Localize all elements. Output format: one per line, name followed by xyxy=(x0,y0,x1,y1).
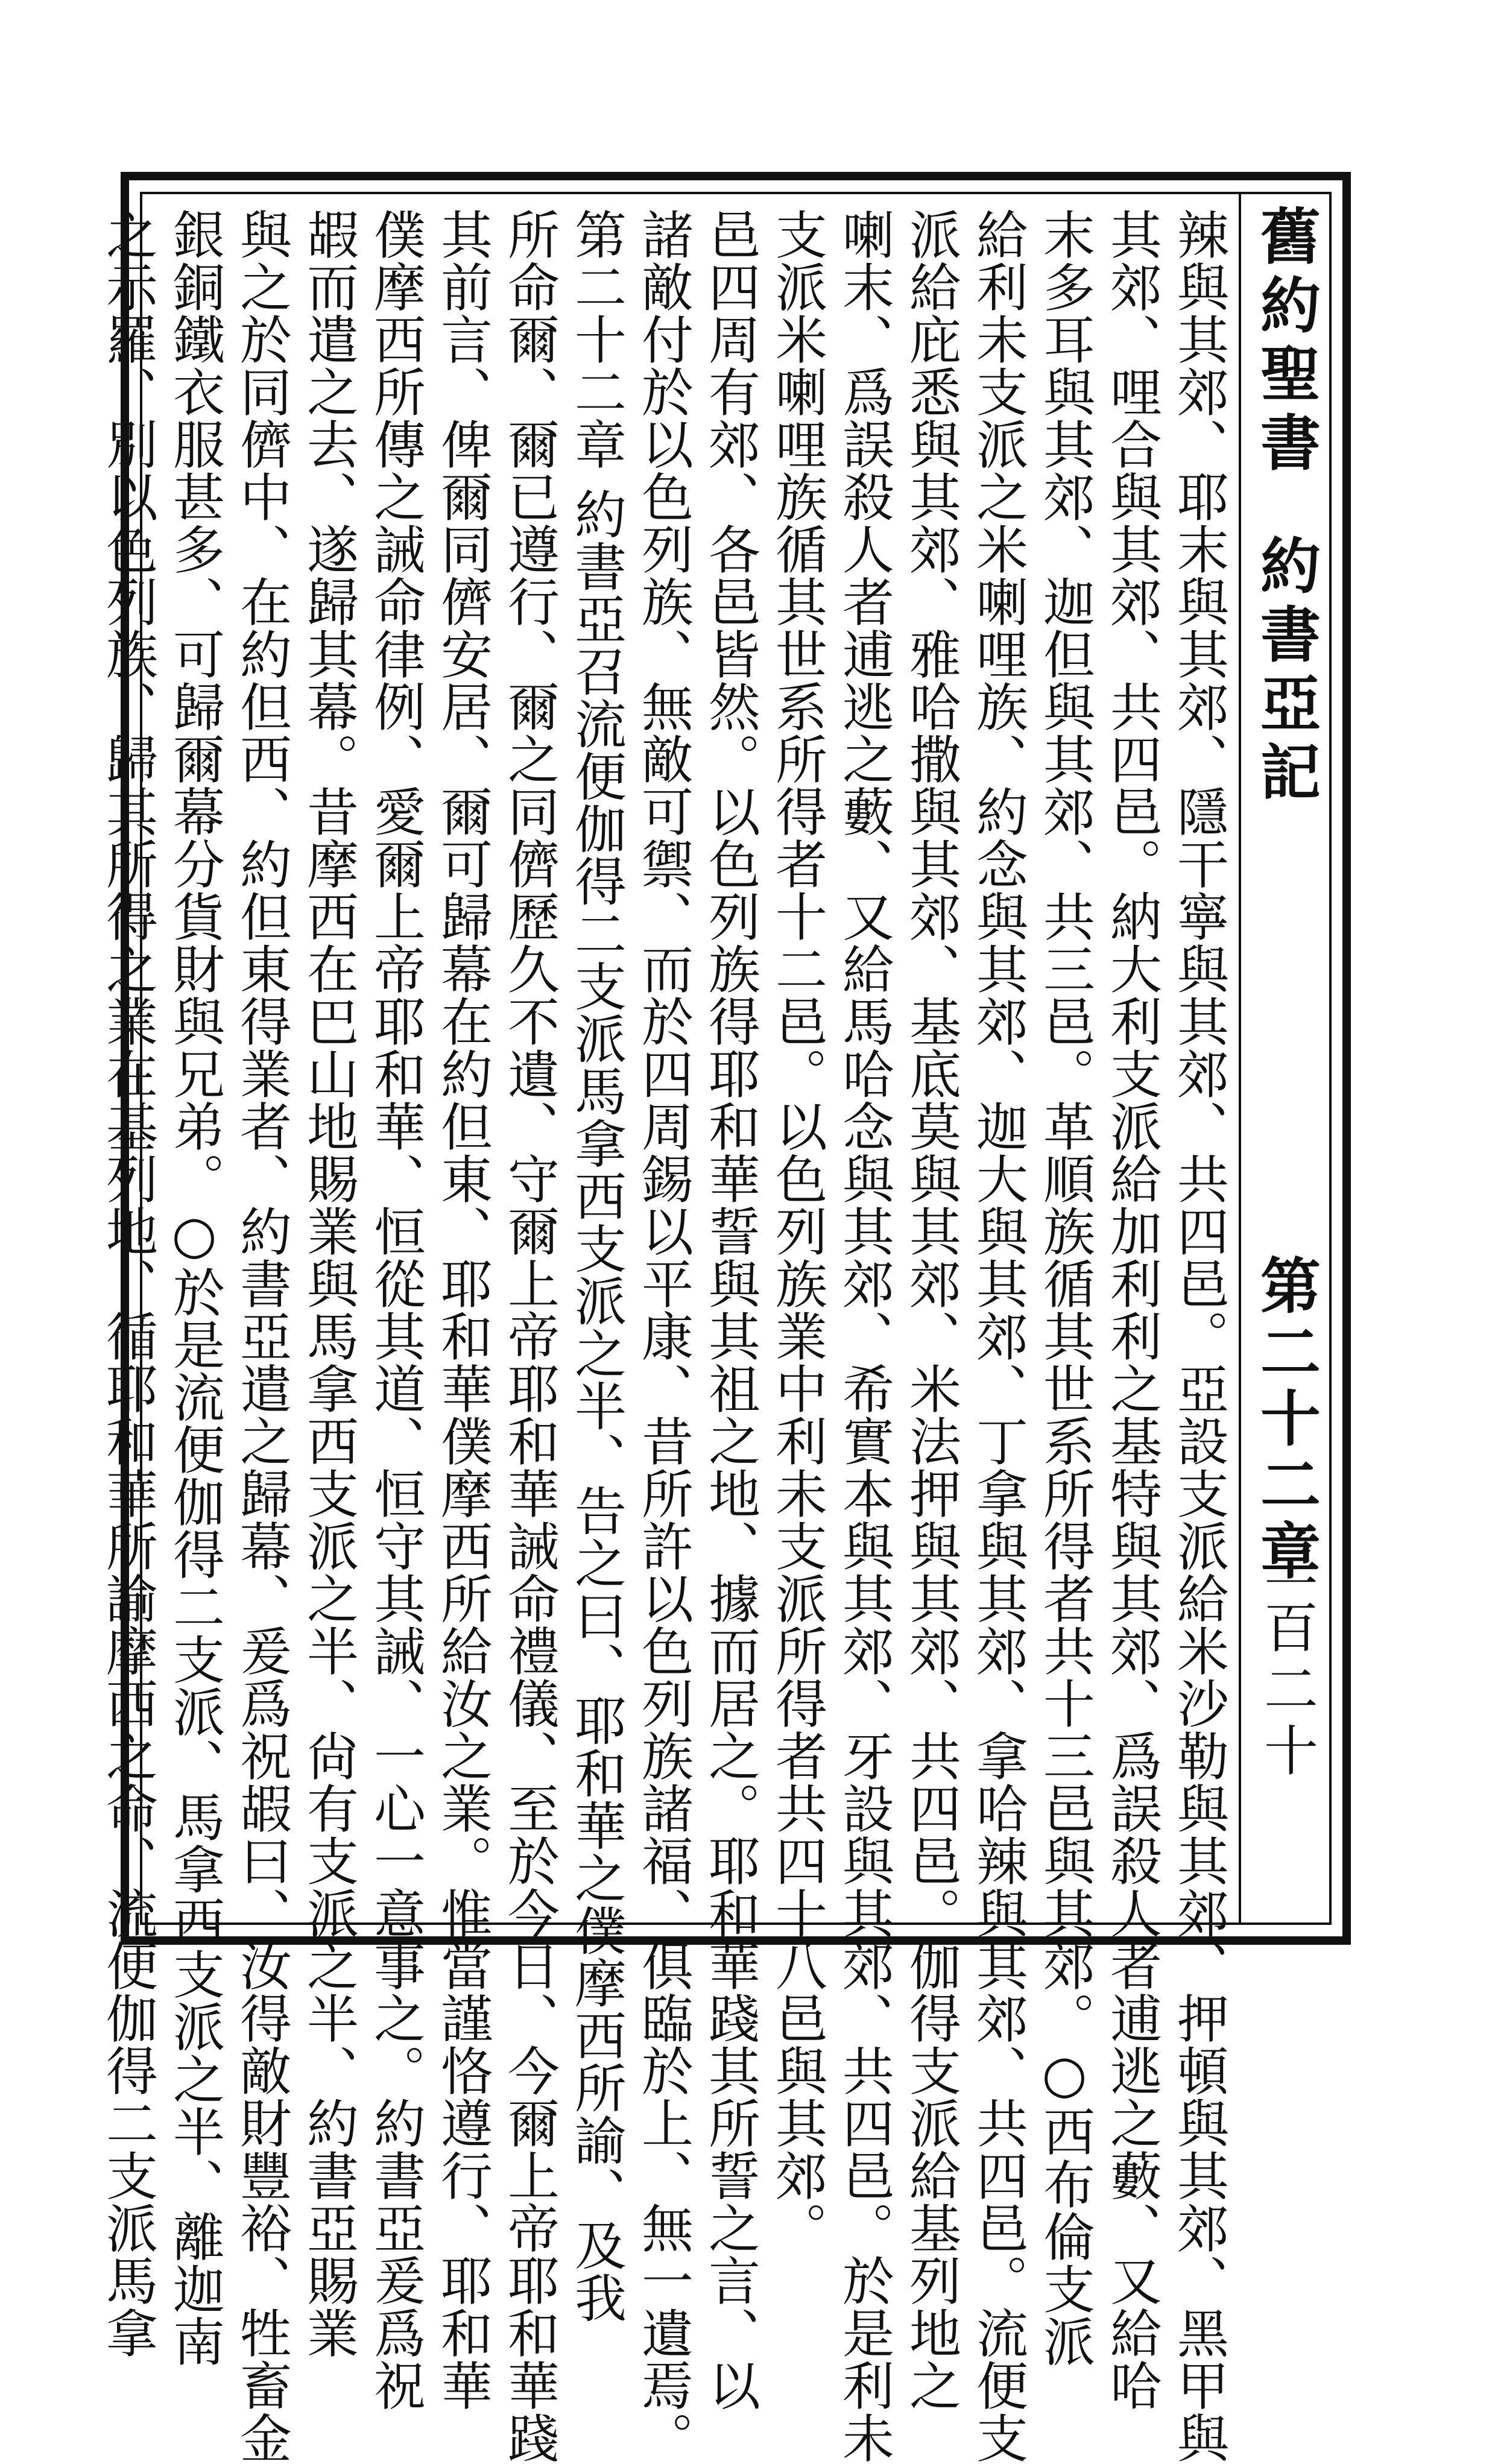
text-column: 與之於同儕中、在約但西、約但東得業者、約書亞遣之歸幕、爰爲祝嘏曰、汝得敵財豐裕、牲畜金 xyxy=(231,208,291,2464)
text-column: 諸敵付於以色列族、無敵可禦、而於四周錫以平康、昔所許以色列族諸福、俱臨於上、無一遺焉。 xyxy=(633,208,693,2464)
header-divider xyxy=(1239,192,1241,1925)
text-column: 其前言、俾爾同儕安居、爾可歸幕在約但東、耶和華僕摩西所給汝之業。惟當謹恪遵行、耶和華 xyxy=(432,208,492,2412)
body-text xyxy=(97,208,1231,2464)
text-column: 支派米喇哩族循其世系所得者十二邑。以色列族業中利未支派所得者共四十八邑與其郊。 xyxy=(766,208,827,2254)
text-column: 末多耳與其郊、迦但與其郊、共三邑。革順族循其世系所得者共十三邑與其郊。○西布倫支派 xyxy=(1034,208,1095,2368)
text-column-chapter-start: 第二十二章 約書亞召流便伽得二支派馬拿西支派之半、告之曰、耶和華之僕摩西所諭、及我 xyxy=(566,208,626,2324)
text-column: 僕摩西所傳之誡命律例、愛爾上帝耶和華、恒從其道、恒守其誡、一心一意事之。約書亞爰爲祝 xyxy=(365,208,425,2412)
text-column: 給利未支派之米喇哩族、約念與其郊、迦大與其郊、丁拿與其郊、拿哈辣與其郊、共四邑。流便支 xyxy=(967,208,1028,2464)
text-column: 嘏而遣之去、遂歸其幕。昔摩西在巴山地賜業與馬拿西支派之半、尙有支派之半、約書亞賜業 xyxy=(298,208,358,2359)
page-header xyxy=(1250,205,1322,1918)
running-title: 約書亞記 xyxy=(1250,534,1321,809)
text-column: 所命爾、爾已遵行、爾之同儕歷久不遺、守爾上帝耶和華誡命禮儀、至於今日、今爾上帝耶和華踐 xyxy=(499,208,559,2464)
text-column: 辣與其郊、耶末與其郊、隱干寧與其郊、共四邑。亞設支派給米沙勒與其郊、押頓與其郊、黑甲與 xyxy=(1168,208,1228,2464)
text-column: 喇末、爲誤殺人者逋逃之藪、又給馬哈念與其郊、希實本與其郊、牙設與其郊、共四邑。於是利未 xyxy=(833,208,894,2464)
book-title-text: 舊約聖書 xyxy=(1250,205,1321,480)
chapter-title: 第二十二章 xyxy=(1250,1254,1321,1586)
text-column: 派給庇悉與其郊、雅哈撒與其郊、基底莫與其郊、米法押與其郊、共四邑。伽得支派給基列地之 xyxy=(900,208,961,2412)
text-column: 銀銅鐵衣服甚多、可歸爾幕分貨財與兄弟。○於是流便伽得二支派、馬拿西支派之半、離迦南 xyxy=(164,208,224,2368)
page-number: 二百二十 xyxy=(1254,1538,1318,1784)
text-column: 邑四周有郊、各邑皆然。以色列族得耶和華誓與其祖之地、據而居之。耶和華踐其所誓之言、以 xyxy=(700,208,760,2412)
text-column: 其郊、哩合與其郊、共四邑。納大利支派給加利利之基特與其郊、爲誤殺人者逋逃之藪、又給哈 xyxy=(1101,208,1162,2412)
book-title xyxy=(1250,205,1322,809)
text-column: 之示羅、別以色列族、歸其所得之業在基列地、循耶和華所諭摩西之命、流便伽得二支派馬拿 xyxy=(97,208,157,2359)
